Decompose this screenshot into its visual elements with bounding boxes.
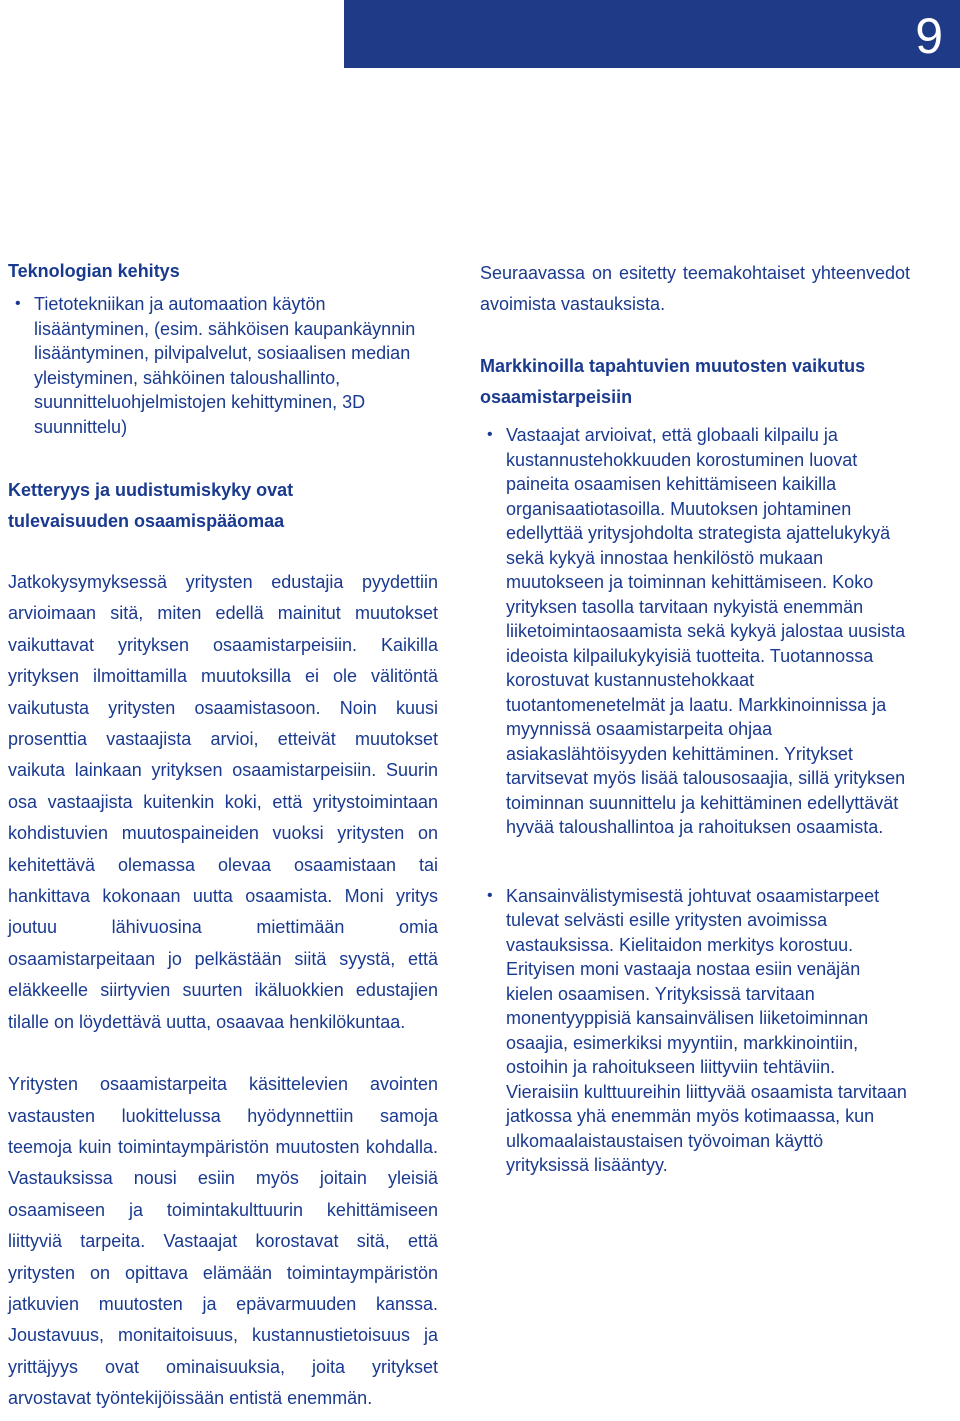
- bullet-icon: •: [487, 886, 493, 904]
- bullet-list-markets: [480, 423, 910, 1178]
- list-item: • Vastaajat arvioivat, että globaali kilpailu ja kustannustehokkuuden korostuminen luovat paineita osaamisen kehittämiseen kaikilla organisaatiotasoilla. Muutoksen johtaminen edellyttää yritysjohdolta strategista ajattelukykyä sekä kykyä innostaa henkilöstö mukaan muutokseen ja toiminnan kehittämiseen. Koko yrityksen tasolla tarvitaan nykyistä enemmän liiketoimintaosaamista sekä kykyä jalostaa uusista ideoista kilpailukykyisiä tuotteita. Tuotannossa korostuvat kustannustehokkaat tuotantomenetelmät ja laatu. Markkinoinnissa ja myynnissä osaamistarpeita ohjaa asiakaslähtöisyyden kehittäminen. Yritykset tarvitsevat myös lisää talousosaajia, sillä yrityksen toiminnan suunnittelu ja kehittäminen edellyttävät hyvää taloushallintoa ja rahoituksen osaamista.: [487, 425, 906, 837]
- heading-teknologian-kehitys: Teknologian kehitys: [8, 261, 180, 281]
- heading-ketteryys: Ketteryys ja uudistumiskyky ovat tulevaisuuden osaamispääomaa: [8, 480, 294, 531]
- right-column: [480, 258, 910, 1178]
- bullet-icon: •: [15, 295, 21, 312]
- page-number-banner: [344, 0, 960, 68]
- paragraph-osaamistarpeet: Yritysten osaamistarpeita käsittelevien avointen vastausten luokittelussa hyödynnettiin samoja teemoja kuin toimintaympäristön muutosten kohdalla. Vastauksissa nousi esiin myös joitain yleisiä osaamiseen ja toimintakulttuurin kehittämiseen liittyviä tarpeita. Vastaajat korostavat sitä, että yritysten on opittava elämään toimintaympäristön jatkuvien muutosten ja epävarmuuden kanssa. Joustavuus, monitaitoisuus, kustannustietoisuus ja yrittäjyys ovat ominaisuuksia, joita yritykset arvostavat työntekijöissään entistä enemmän.: [8, 1074, 438, 1409]
- intro-paragraph: Seuraavassa on esitetty teemakohtaiset yhteenvedot avoimista vastauksista.: [480, 263, 910, 314]
- heading-markkinoilla: Markkinoilla tapahtuvien muutosten vaikutus osaamistarpeisiin: [480, 356, 866, 407]
- list-item: • Tietotekniikan ja automaation käytön lisääntyminen, (esim. sähköisen kaupankäynnin lisääntyminen, pilvipalvelut, sosiaalisen median yleistyminen, sähköinen taloushallinto, suunnitteluohjelmistojen kehittyminen, 3D suunnittelu): [15, 294, 416, 437]
- left-column: [8, 258, 438, 1415]
- page-number: 9: [915, 8, 943, 64]
- bullet-icon: •: [487, 426, 493, 443]
- bullet-list-technology: [8, 292, 438, 439]
- list-item: • Kansainvälistymisestä johtuvat osaamistarpeet tulevat selvästi esille yritysten avoimissa vastauksissa. Kielitaidon merkitys korostuu. Erityisen moni vastaaja nostaa esiin venäjän kielen osaamisen. Yrityksissä tarvitaan monentyyppisiä kansainvälisen liiketoiminnan osaajia, esimerkiksi myyntiin, markkinointiin, ostoihin ja rahoitukseen liittyviin tehtäviin. Vieraisiin kulttuureihin liittyvää osaamista tarvitaan jatkossa yhä enemmän myös kotimaassa, kun ulkomaalaistaustaisen työvoiman käyttö yrityksissä lisääntyy.: [487, 885, 907, 1175]
- paragraph-jatkokysymys: Jatkokysymyksessä yritysten edustajia pyydettiin arvioimaan sitä, miten edellä mainitut muutokset vaikuttavat yrityksen osaamistarpeisiin. Kaikilla yrityksen ilmoittamilla muutoksilla ei ole välitöntä vaikutusta yritysten osaamistasoon. Noin kuusi prosenttia vastaajista arvioi, etteivät muutokset vaikuta lainkaan yrityksen osaamistarpeisiin. Suurin osa vastaajista kuitenkin koki, että yritystoimintaan kohdistuvien muutospaineiden vuoksi yritysten on kehitettävä olemassa olevaa osaamistaan tai hankittava kokonaan uutta osaamista. Moni yritys joutuu lähivuosina miettimään omia osaamistarpeitaan jo pelkästään siitä syystä, että eläkkeelle siirtyvien suurten ikäluokkien edustajien tilalle on löydettävä uutta, osaavaa henkilökuntaa.: [8, 572, 438, 1032]
